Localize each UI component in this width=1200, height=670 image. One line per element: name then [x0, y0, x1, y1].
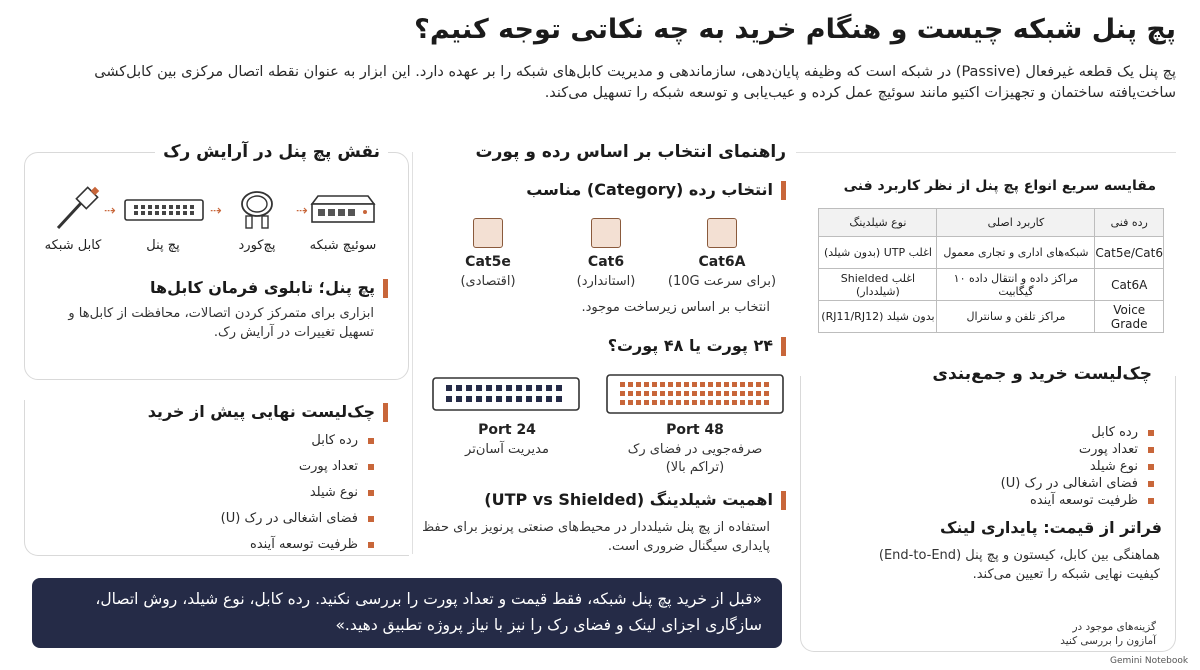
icon-label-cable: کابل شبکه	[44, 238, 102, 253]
right-checklist-panel	[800, 376, 1176, 652]
cable-icon-wrap	[52, 186, 102, 232]
cat5e-label: Cat5e	[465, 254, 511, 270]
patch-cord-icon-wrap	[232, 186, 282, 232]
network-switch-icon	[310, 192, 376, 226]
comparison-table-wrap	[818, 208, 1164, 333]
category-title-text: انتخاب رده (Category) مناسب	[526, 180, 773, 199]
patch-panel-48-icon	[606, 373, 784, 415]
comparison-title: مقایسه سریع انواع پچ پنل از نظر کاربرد فنی	[843, 178, 1156, 194]
table-row	[819, 269, 1164, 301]
list-item: تعداد پورت	[854, 441, 1154, 458]
shield-text: استفاده از پچ پنل شیلددار در محیط‌های صنعتی پرنویز برای حفظ پایداری سیگنال ضروری است.	[422, 520, 770, 554]
icon-label-patch-cord: پچ‌کورد	[238, 238, 276, 253]
comparison-table	[818, 208, 1164, 333]
intro-paragraph: پچ پنل یک قطعه غیرفعال (Passive) در شبکه است که وظیفه پایان‌دهی، سازماندهی و مدیریت کابل‌های شبکه را بر عهده دارد. این ابزار به عنوان نقطه اتصال مرکزی بین کابل‌کشی ساخت‌یافته ساختمان و تجهیزات اکتیو مانند سوئیچ عمل کرده و عیب‌یابی و توسعه شبکه را تسهیل می‌کند.	[94, 64, 1176, 101]
table-row	[819, 301, 1164, 333]
table-cell: Voice Grade	[1095, 301, 1164, 333]
category-title	[526, 180, 786, 200]
rack-role-subtitle-text: پچ پنل؛ تابلوی فرمان کابل‌ها	[150, 278, 375, 297]
icon-label-switch: سوئیچ شبکه	[309, 238, 377, 253]
list-item: رده کابل	[854, 424, 1154, 441]
cat5e-jack-icon	[473, 218, 503, 248]
category-note: انتخاب بر اساس زیرساخت موجود.	[581, 300, 770, 315]
table-cell: Cat6A	[1095, 269, 1164, 301]
table-cell: Cat5e/Cat6	[1095, 237, 1164, 269]
cat6a-label: Cat6A	[698, 254, 746, 270]
guide-title: راهنمای انتخاب بر اساس رده و پورت	[475, 142, 786, 162]
port48-desc2: (تراکم بالا)	[665, 460, 725, 475]
page-title: پچ پنل شبکه چیست و هنگام خرید به چه نکاتی توجه کنیم؟	[414, 14, 1176, 45]
patch-panel-icon-wrap	[124, 198, 204, 222]
beyond-text: هماهنگی بین کابل، کیستون و پچ پنل (End-to-End) کیفیت نهایی شبکه را تعیین می‌کند.	[878, 548, 1160, 582]
left-checklist-title	[148, 402, 388, 422]
cat6-label: Cat6	[587, 254, 625, 270]
accent-bar	[781, 337, 786, 356]
table-header: نوع شیلدینگ	[819, 209, 937, 237]
accent-bar	[383, 403, 388, 422]
quote-box: «قبل از خرید پچ پنل شبکه، فقط قیمت و تعداد پورت را بررسی نکنید. رده کابل، نوع شیلد، روش اتصال، سازگاری اجزای لینک و فضای رک را نیز با نیاز پروژه تطبیق دهید.»	[32, 578, 782, 648]
ports-title-text: ۲۴ پورت یا ۴۸ پورت؟	[607, 336, 773, 355]
guide-divider	[412, 152, 413, 554]
patch-panel-icon	[124, 198, 204, 222]
cat6-desc: (استاندارد)	[576, 274, 636, 289]
accent-bar	[781, 491, 786, 510]
port48-wrap	[606, 373, 784, 415]
cat5e-desc: (اقتصادی)	[460, 274, 516, 289]
shield-title-text: اهمیت شیلدینگ (UTP vs Shielded)	[484, 490, 773, 509]
cat6-jack-icon	[591, 218, 621, 248]
table-cell: اغلب UTP (بدون شیلد)	[819, 237, 937, 269]
shield-title	[484, 490, 786, 510]
table-cell: اغلب Shielded (شیلددار)	[819, 269, 937, 301]
arrow-icon: ⇢	[296, 203, 308, 219]
accent-bar	[781, 181, 786, 200]
network-cable-icon	[52, 186, 102, 232]
rack-role-title: نقش پچ پنل در آرایش رک	[155, 142, 388, 162]
list-item: فضای اشغالی در رک (U)	[854, 475, 1154, 492]
ports-title	[608, 336, 786, 356]
accent-bar	[383, 279, 388, 298]
list-item: تعداد پورت	[174, 454, 374, 480]
table-header: کاربرد اصلی	[937, 209, 1095, 237]
list-item: ظرفیت توسعه آینده	[854, 492, 1154, 509]
left-checklist-title-text: چک‌لیست نهایی پیش از خرید	[147, 402, 375, 421]
icon-label-patch-panel: پچ پنل	[146, 238, 180, 253]
patch-panel-24-icon	[432, 376, 580, 412]
table-header: رده فنی	[1095, 209, 1164, 237]
guide-line	[796, 152, 1176, 153]
list-item: فضای اشغالی در رک (U)	[174, 506, 374, 532]
port24-desc1: مدیریت آسان‌تر	[465, 442, 549, 457]
arrow-icon: ⇢	[104, 203, 116, 219]
table-cell: مراکز تلفن و سانترال	[937, 301, 1095, 333]
list-item: رده کابل	[174, 428, 374, 454]
table-row	[819, 237, 1164, 269]
port24-label: 24 Port	[478, 422, 536, 438]
cat6a-jack-icon	[707, 218, 737, 248]
arrow-icon: ⇢	[210, 203, 222, 219]
amazon-note[interactable]: گزینه‌های موجود در آمازون را بررسی کنید	[1060, 621, 1156, 647]
table-header-row	[819, 209, 1164, 237]
rack-role-subtitle	[150, 278, 388, 298]
list-item: نوع شیلد	[854, 458, 1154, 475]
table-cell: بدون شیلد (RJ11/RJ12)	[819, 301, 937, 333]
port48-label: 48 Port	[666, 422, 724, 438]
watermark: Gemini Notebook	[1110, 656, 1189, 666]
beyond-title: فراتر از قیمت: پایداری لینک	[940, 518, 1162, 537]
right-checklist-title: چک‌لیست خرید و جمع‌بندی	[924, 364, 1160, 384]
port24-wrap	[432, 376, 580, 412]
rack-role-text: ابزاری برای متمرکز کردن اتصالات، محافظت از کابل‌ها و تسهیل تغییرات در آرایش رک.	[68, 306, 374, 340]
list-item: نوع شیلد	[174, 480, 374, 506]
table-cell: مراکز داده و انتقال داده ۱۰ گیگابیت	[937, 269, 1095, 301]
cat6a-desc: (برای سرعت 10G)	[667, 274, 777, 289]
left-checklist-list	[174, 428, 374, 558]
port48-desc1: صرفه‌جویی در فضای رک	[627, 442, 763, 457]
patch-cord-icon	[232, 186, 282, 232]
list-item: ظرفیت توسعه آینده	[174, 532, 374, 558]
right-checklist-list	[854, 424, 1154, 509]
table-cell: شبکه‌های اداری و تجاری معمول	[937, 237, 1095, 269]
switch-icon-wrap	[310, 192, 376, 226]
